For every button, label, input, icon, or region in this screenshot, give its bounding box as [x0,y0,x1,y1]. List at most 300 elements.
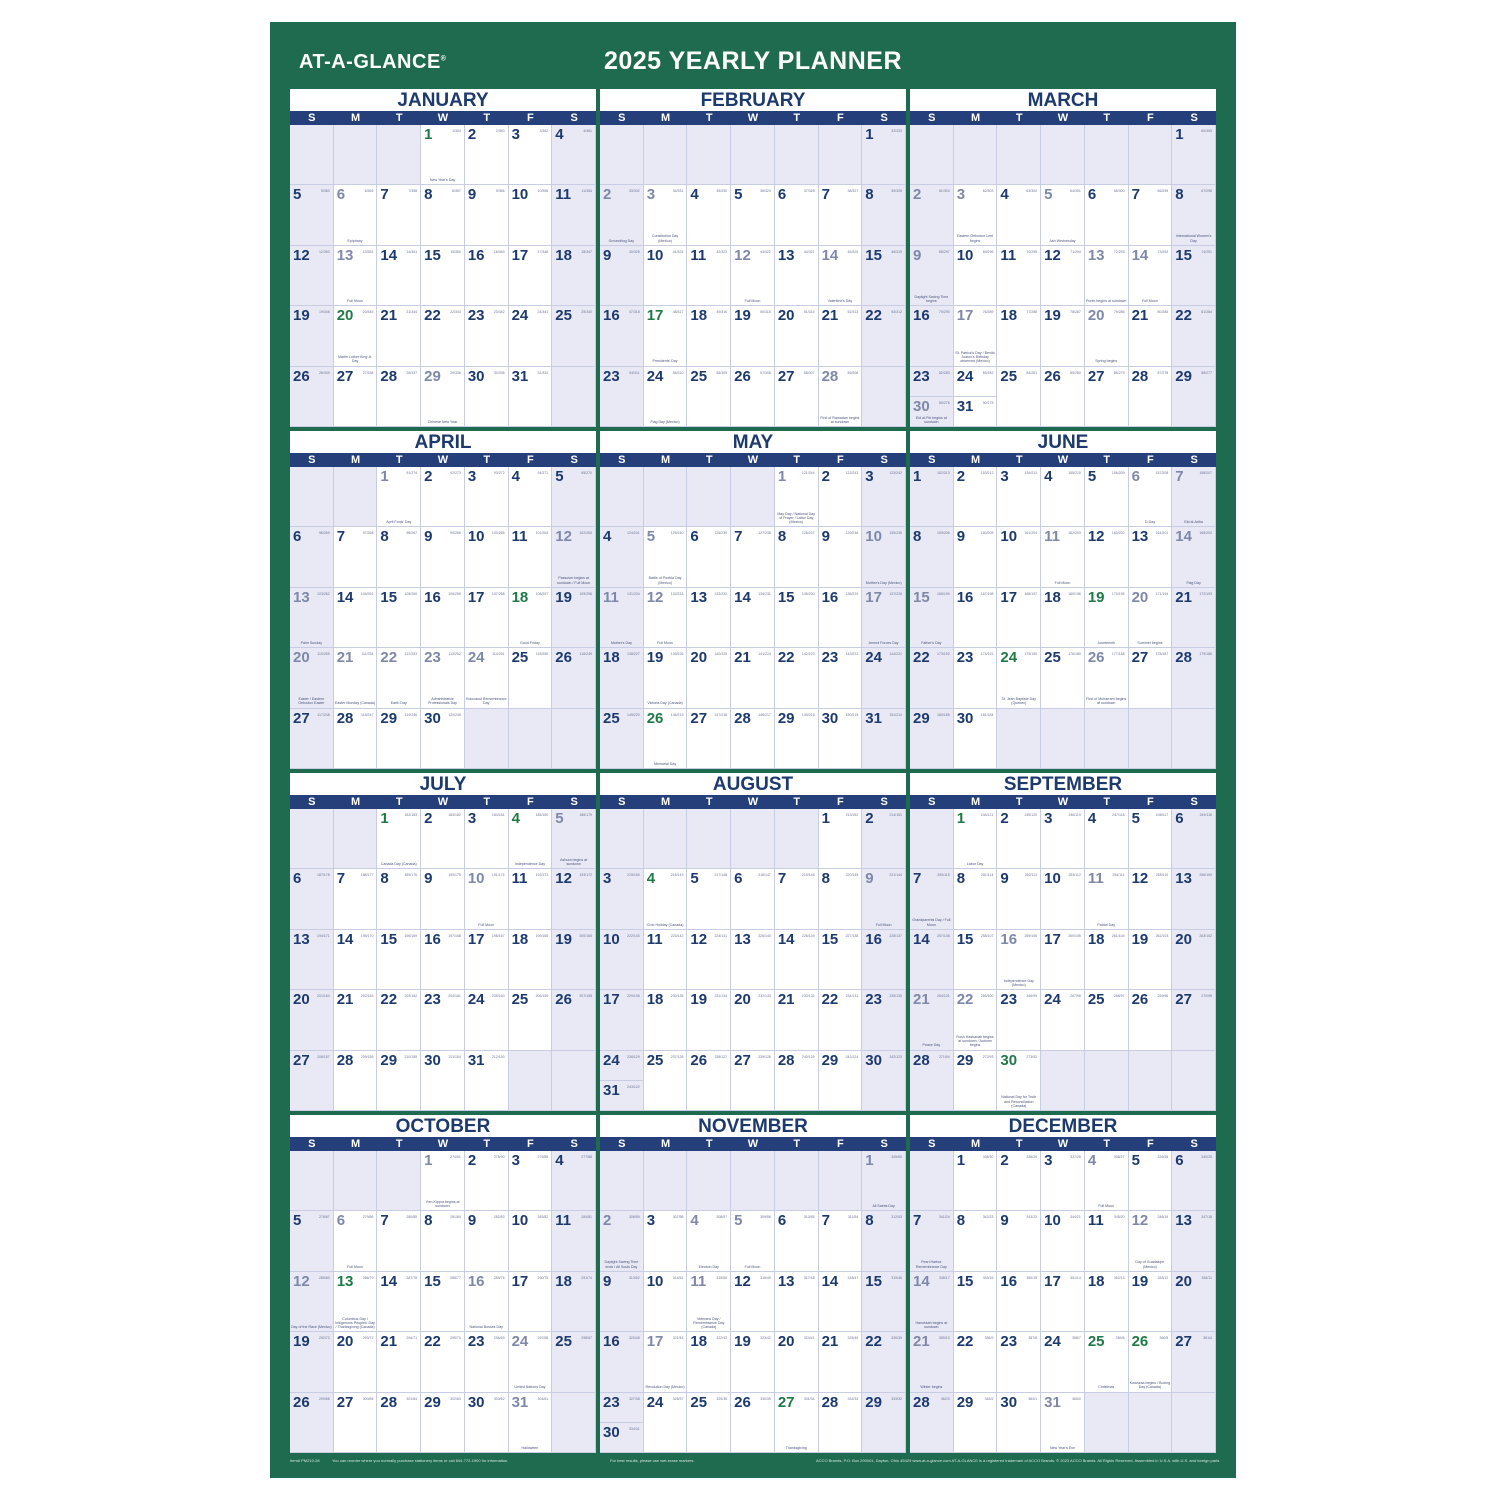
day-cell[interactable] [1085,527,1129,587]
day-cell[interactable] [997,1151,1041,1211]
day-cell[interactable] [1129,648,1173,708]
day-cell[interactable] [954,1151,998,1211]
day-cell[interactable] [910,1211,954,1271]
day-cell[interactable] [600,648,644,708]
day-cell[interactable] [600,367,644,427]
day-cell[interactable] [997,185,1041,245]
day-cell[interactable] [862,246,906,306]
day-cell[interactable] [465,588,509,648]
day-cell[interactable] [644,648,688,708]
day-cell[interactable] [421,467,465,527]
day-cell[interactable] [862,588,906,648]
day-cell[interactable] [862,125,906,185]
day-cell[interactable] [465,990,509,1050]
day-cell[interactable] [731,306,775,366]
day-cell[interactable] [1041,306,1085,366]
day-cell[interactable] [334,648,378,708]
day-cell[interactable] [465,125,509,185]
day-cell[interactable] [954,990,998,1050]
day-cell[interactable] [775,527,819,587]
day-cell[interactable] [1129,588,1173,648]
day-cell[interactable] [334,588,378,648]
day-cell[interactable] [862,1393,906,1453]
day-cell[interactable] [509,869,553,929]
day-cell[interactable] [1085,185,1129,245]
day-cell[interactable] [600,1272,644,1332]
day-cell[interactable] [1041,809,1085,869]
day-cell[interactable] [687,527,731,587]
day-cell[interactable] [1085,930,1129,990]
day-cell[interactable] [1172,648,1216,708]
day-cell[interactable] [552,306,596,366]
day-cell[interactable] [954,1211,998,1271]
day-cell[interactable] [377,869,421,929]
day-cell[interactable] [509,809,553,869]
day-cell[interactable] [775,467,819,527]
day-cell[interactable] [819,1393,863,1453]
day-cell[interactable] [819,527,863,587]
day-cell[interactable] [862,185,906,245]
day-cell[interactable] [644,527,688,587]
day-cell[interactable] [1172,527,1216,587]
day-cell[interactable] [954,930,998,990]
day-cell[interactable] [465,306,509,366]
day-cell[interactable] [910,397,954,427]
day-cell[interactable] [1041,527,1085,587]
day-cell[interactable] [1129,1332,1173,1392]
day-cell[interactable] [819,1332,863,1392]
day-cell[interactable] [997,648,1041,708]
day-cell[interactable] [377,648,421,708]
day-cell[interactable] [910,527,954,587]
day-cell[interactable] [377,306,421,366]
day-cell[interactable] [465,1332,509,1392]
day-cell[interactable] [421,869,465,929]
day-cell[interactable] [819,1211,863,1271]
day-cell[interactable] [862,306,906,366]
day-cell[interactable] [334,1051,378,1111]
day-cell[interactable] [552,1151,596,1211]
day-cell[interactable] [465,467,509,527]
day-cell[interactable] [775,648,819,708]
day-cell[interactable] [334,306,378,366]
day-cell[interactable] [644,709,688,769]
day-cell[interactable] [1172,185,1216,245]
day-cell[interactable] [465,527,509,587]
day-cell[interactable] [600,930,644,990]
day-cell[interactable] [600,1051,644,1081]
day-cell[interactable] [954,1332,998,1392]
day-cell[interactable] [290,367,334,427]
day-cell[interactable] [334,869,378,929]
day-cell[interactable] [819,306,863,366]
day-cell[interactable] [862,648,906,708]
day-cell[interactable] [910,1051,954,1111]
day-cell[interactable] [644,246,688,306]
day-cell[interactable] [1041,648,1085,708]
day-cell[interactable] [862,1332,906,1392]
day-cell[interactable] [1085,869,1129,929]
day-cell[interactable] [1085,1151,1129,1211]
day-cell[interactable] [731,367,775,427]
day-cell[interactable] [731,1332,775,1392]
day-cell[interactable] [819,1051,863,1111]
day-cell[interactable] [509,367,553,427]
day-cell[interactable] [687,990,731,1050]
day-cell[interactable] [731,648,775,708]
day-cell[interactable] [819,709,863,769]
day-cell[interactable] [997,527,1041,587]
day-cell[interactable] [819,809,863,869]
day-cell[interactable] [910,869,954,929]
day-cell[interactable] [1129,467,1173,527]
day-cell[interactable] [552,1272,596,1332]
day-cell[interactable] [1172,125,1216,185]
day-cell[interactable] [600,246,644,306]
day-cell[interactable] [509,185,553,245]
day-cell[interactable] [910,990,954,1050]
day-cell[interactable] [334,1272,378,1332]
day-cell[interactable] [334,1393,378,1453]
day-cell[interactable] [290,1272,334,1332]
day-cell[interactable] [775,1211,819,1271]
day-cell[interactable] [509,246,553,306]
day-cell[interactable] [377,1211,421,1271]
day-cell[interactable] [954,1272,998,1332]
day-cell[interactable] [687,1051,731,1111]
day-cell[interactable] [862,527,906,587]
day-cell[interactable] [910,367,954,397]
day-cell[interactable] [1085,809,1129,869]
day-cell[interactable] [954,306,998,366]
day-cell[interactable] [1041,930,1085,990]
day-cell[interactable] [775,185,819,245]
day-cell[interactable] [775,869,819,929]
day-cell[interactable] [1041,1211,1085,1271]
day-cell[interactable] [862,1272,906,1332]
day-cell[interactable] [1041,367,1085,427]
day-cell[interactable] [1041,588,1085,648]
day-cell[interactable] [377,1051,421,1111]
day-cell[interactable] [819,588,863,648]
day-cell[interactable] [1085,367,1129,427]
day-cell[interactable] [910,1393,954,1453]
day-cell[interactable] [334,930,378,990]
day-cell[interactable] [421,1151,465,1211]
day-cell[interactable] [421,990,465,1050]
day-cell[interactable] [465,1151,509,1211]
day-cell[interactable] [731,1393,775,1453]
day-cell[interactable] [731,930,775,990]
day-cell[interactable] [1172,1332,1216,1392]
day-cell[interactable] [290,1393,334,1453]
day-cell[interactable] [687,367,731,427]
day-cell[interactable] [290,185,334,245]
day-cell[interactable] [687,588,731,648]
day-cell[interactable] [1041,1272,1085,1332]
day-cell[interactable] [687,1211,731,1271]
day-cell[interactable] [377,1332,421,1392]
day-cell[interactable] [687,648,731,708]
day-cell[interactable] [775,709,819,769]
day-cell[interactable] [644,306,688,366]
day-cell[interactable] [731,1272,775,1332]
day-cell[interactable] [334,246,378,306]
day-cell[interactable] [910,648,954,708]
day-cell[interactable] [290,246,334,306]
day-cell[interactable] [509,125,553,185]
day-cell[interactable] [731,246,775,306]
day-cell[interactable] [1172,930,1216,990]
day-cell[interactable] [421,709,465,769]
day-cell[interactable] [421,1332,465,1392]
day-cell[interactable] [334,709,378,769]
day-cell[interactable] [997,367,1041,427]
day-cell[interactable] [954,588,998,648]
day-cell[interactable] [731,527,775,587]
day-cell[interactable] [910,709,954,769]
day-cell[interactable] [1085,246,1129,306]
day-cell[interactable] [819,467,863,527]
day-cell[interactable] [552,246,596,306]
day-cell[interactable] [290,1051,334,1111]
day-cell[interactable] [421,306,465,366]
day-cell[interactable] [819,246,863,306]
day-cell[interactable] [1172,588,1216,648]
day-cell[interactable] [421,125,465,185]
day-cell[interactable] [910,1272,954,1332]
day-cell[interactable] [910,306,954,366]
day-cell[interactable] [421,1272,465,1332]
day-cell[interactable] [644,588,688,648]
day-cell[interactable] [377,930,421,990]
day-cell[interactable] [644,367,688,427]
day-cell[interactable] [334,367,378,427]
day-cell[interactable] [997,869,1041,929]
day-cell[interactable] [862,709,906,769]
day-cell[interactable] [997,930,1041,990]
day-cell[interactable] [1041,467,1085,527]
day-cell[interactable] [775,990,819,1050]
day-cell[interactable] [1172,809,1216,869]
day-cell[interactable] [290,648,334,708]
day-cell[interactable] [910,1332,954,1392]
day-cell[interactable] [465,1051,509,1111]
day-cell[interactable] [954,527,998,587]
day-cell[interactable] [1129,527,1173,587]
day-cell[interactable] [377,467,421,527]
day-cell[interactable] [997,588,1041,648]
day-cell[interactable] [600,1081,644,1111]
day-cell[interactable] [334,527,378,587]
day-cell[interactable] [552,185,596,245]
day-cell[interactable] [1085,1332,1129,1392]
day-cell[interactable] [954,648,998,708]
day-cell[interactable] [421,1211,465,1271]
day-cell[interactable] [600,709,644,769]
day-cell[interactable] [1129,990,1173,1050]
day-cell[interactable] [775,367,819,427]
day-cell[interactable] [552,930,596,990]
day-cell[interactable] [290,1332,334,1392]
day-cell[interactable] [644,1051,688,1111]
day-cell[interactable] [465,1393,509,1453]
day-cell[interactable] [421,1051,465,1111]
day-cell[interactable] [997,467,1041,527]
day-cell[interactable] [910,467,954,527]
day-cell[interactable] [687,869,731,929]
day-cell[interactable] [687,246,731,306]
day-cell[interactable] [644,1211,688,1271]
day-cell[interactable] [1129,809,1173,869]
day-cell[interactable] [1041,185,1085,245]
day-cell[interactable] [954,869,998,929]
day-cell[interactable] [509,990,553,1050]
day-cell[interactable] [997,1272,1041,1332]
day-cell[interactable] [644,185,688,245]
day-cell[interactable] [910,246,954,306]
day-cell[interactable] [731,869,775,929]
day-cell[interactable] [997,246,1041,306]
day-cell[interactable] [1085,467,1129,527]
day-cell[interactable] [1085,588,1129,648]
day-cell[interactable] [465,1211,509,1271]
day-cell[interactable] [421,246,465,306]
day-cell[interactable] [509,467,553,527]
day-cell[interactable] [819,869,863,929]
day-cell[interactable] [862,1151,906,1211]
day-cell[interactable] [731,709,775,769]
day-cell[interactable] [552,869,596,929]
day-cell[interactable] [290,306,334,366]
day-cell[interactable] [290,709,334,769]
day-cell[interactable] [290,930,334,990]
day-cell[interactable] [290,869,334,929]
day-cell[interactable] [644,869,688,929]
day-cell[interactable] [731,1211,775,1271]
day-cell[interactable] [1041,1393,1085,1453]
day-cell[interactable] [600,185,644,245]
day-cell[interactable] [377,1393,421,1453]
day-cell[interactable] [954,709,998,769]
day-cell[interactable] [997,1332,1041,1392]
day-cell[interactable] [600,1332,644,1392]
day-cell[interactable] [465,367,509,427]
day-cell[interactable] [819,930,863,990]
day-cell[interactable] [997,1051,1041,1111]
day-cell[interactable] [421,367,465,427]
day-cell[interactable] [509,527,553,587]
day-cell[interactable] [1129,930,1173,990]
day-cell[interactable] [862,1211,906,1271]
day-cell[interactable] [954,809,998,869]
day-cell[interactable] [509,306,553,366]
day-cell[interactable] [600,990,644,1050]
day-cell[interactable] [377,367,421,427]
day-cell[interactable] [290,527,334,587]
day-cell[interactable] [644,990,688,1050]
day-cell[interactable] [819,1272,863,1332]
day-cell[interactable] [1172,990,1216,1050]
day-cell[interactable] [552,990,596,1050]
day-cell[interactable] [687,709,731,769]
day-cell[interactable] [1129,367,1173,427]
day-cell[interactable] [1041,1151,1085,1211]
day-cell[interactable] [819,648,863,708]
day-cell[interactable] [509,588,553,648]
day-cell[interactable] [600,869,644,929]
day-cell[interactable] [819,990,863,1050]
day-cell[interactable] [954,397,998,427]
day-cell[interactable] [775,1051,819,1111]
day-cell[interactable] [552,809,596,869]
day-cell[interactable] [334,1332,378,1392]
day-cell[interactable] [290,990,334,1050]
day-cell[interactable] [600,1393,644,1423]
day-cell[interactable] [1085,990,1129,1050]
day-cell[interactable] [1172,869,1216,929]
day-cell[interactable] [1041,1332,1085,1392]
day-cell[interactable] [334,1211,378,1271]
day-cell[interactable] [421,648,465,708]
day-cell[interactable] [819,185,863,245]
day-cell[interactable] [509,1272,553,1332]
day-cell[interactable] [731,185,775,245]
day-cell[interactable] [509,1211,553,1271]
day-cell[interactable] [997,306,1041,366]
day-cell[interactable] [552,648,596,708]
day-cell[interactable] [731,588,775,648]
day-cell[interactable] [1129,306,1173,366]
day-cell[interactable] [1129,246,1173,306]
day-cell[interactable] [421,527,465,587]
day-cell[interactable] [775,930,819,990]
day-cell[interactable] [862,1051,906,1111]
day-cell[interactable] [862,930,906,990]
day-cell[interactable] [997,809,1041,869]
day-cell[interactable] [465,185,509,245]
day-cell[interactable] [910,588,954,648]
day-cell[interactable] [290,1211,334,1271]
day-cell[interactable] [644,1272,688,1332]
day-cell[interactable] [1085,306,1129,366]
day-cell[interactable] [1172,306,1216,366]
day-cell[interactable] [465,809,509,869]
day-cell[interactable] [687,1393,731,1453]
day-cell[interactable] [731,1051,775,1111]
day-cell[interactable] [954,185,998,245]
day-cell[interactable] [1172,246,1216,306]
day-cell[interactable] [290,588,334,648]
day-cell[interactable] [552,467,596,527]
day-cell[interactable] [1041,869,1085,929]
day-cell[interactable] [509,1151,553,1211]
day-cell[interactable] [552,527,596,587]
day-cell[interactable] [1041,246,1085,306]
day-cell[interactable] [687,1272,731,1332]
day-cell[interactable] [1172,467,1216,527]
day-cell[interactable] [465,869,509,929]
day-cell[interactable] [997,990,1041,1050]
day-cell[interactable] [862,990,906,1050]
day-cell[interactable] [1129,869,1173,929]
day-cell[interactable] [552,125,596,185]
day-cell[interactable] [775,1272,819,1332]
day-cell[interactable] [377,246,421,306]
day-cell[interactable] [1085,648,1129,708]
day-cell[interactable] [377,1272,421,1332]
day-cell[interactable] [687,930,731,990]
